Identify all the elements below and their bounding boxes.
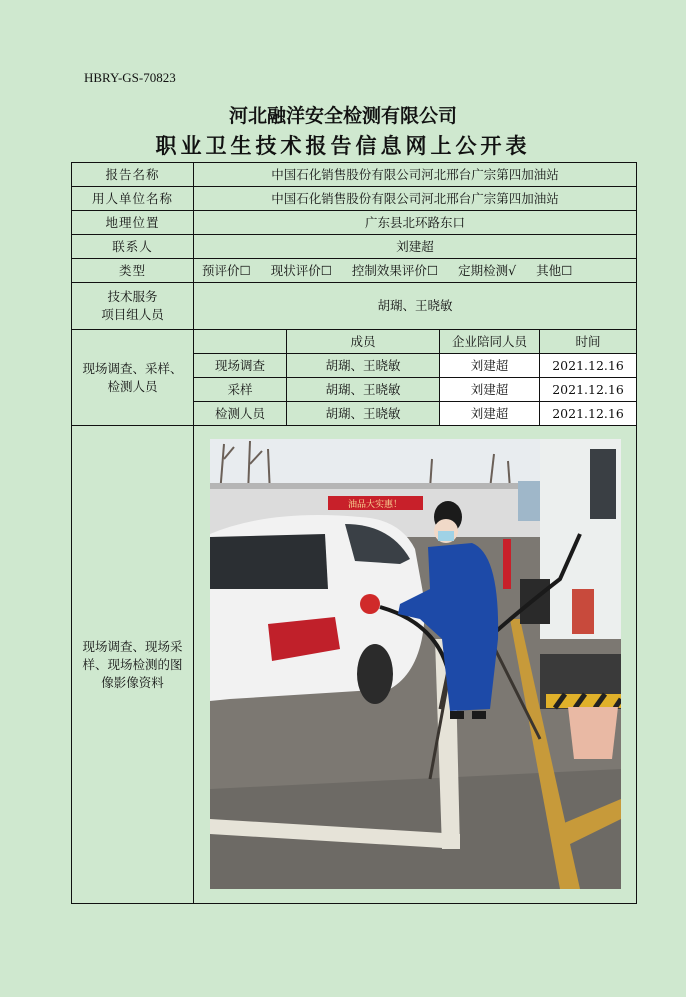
survey-escort: 刘建超 xyxy=(440,378,540,402)
bucket xyxy=(568,707,618,759)
survey-date: 2021.12.16 xyxy=(540,378,637,402)
report-name-label: 报告名称 xyxy=(72,163,194,187)
type-option-control-evaluation: 控制效果评价☐ xyxy=(351,262,439,278)
worker-shoe xyxy=(472,711,486,719)
survey-header-escort: 企业陪同人员 xyxy=(440,330,540,354)
safety-post xyxy=(503,539,511,589)
employer-row xyxy=(72,187,637,211)
team-value: 胡瑚、王晓敏 xyxy=(194,283,637,330)
images-cell xyxy=(194,426,637,904)
images-label-line2: 样、现场检测的图 xyxy=(82,656,183,672)
car-rear-window xyxy=(210,534,328,589)
images-row xyxy=(72,426,637,904)
location-label: 地理位置 xyxy=(72,211,194,235)
site-photo xyxy=(210,439,621,889)
worker-mask xyxy=(438,531,454,541)
info-table xyxy=(71,162,637,904)
type-option-status-evaluation: 现状评价☐ xyxy=(270,262,332,278)
survey-role: 现场调查 xyxy=(194,354,287,378)
survey-label xyxy=(72,330,194,426)
type-option-pre-evaluation: 预评价☐ xyxy=(202,262,251,278)
survey-header-row xyxy=(72,330,637,354)
page-title: 职业卫生技术报告信息网上公开表 xyxy=(155,133,531,158)
type-options xyxy=(194,259,637,283)
survey-header-members: 成员 xyxy=(287,330,440,354)
survey-date: 2021.12.16 xyxy=(540,354,637,378)
survey-role: 检测人员 xyxy=(194,402,287,426)
report-name-row xyxy=(72,163,637,187)
dispenser-panel xyxy=(572,589,594,634)
survey-label-line2: 检测人员 xyxy=(107,378,158,394)
island-step xyxy=(520,579,550,624)
survey-members: 胡瑚、王晓敏 xyxy=(287,402,440,426)
images-label xyxy=(72,426,194,904)
survey-header-blank xyxy=(194,330,287,354)
document-code: HBRY-GS-70823 xyxy=(84,70,176,85)
survey-members: 胡瑚、王晓敏 xyxy=(287,378,440,402)
wall-cap xyxy=(210,483,540,489)
images-label-line1: 现场调查、现场采 xyxy=(82,638,183,654)
team-row xyxy=(72,283,637,330)
contact-row xyxy=(72,235,637,259)
employer-value: 中国石化销售股份有限公司河北邢台广宗第四加油站 xyxy=(194,187,637,211)
team-label-line1: 技术服务 xyxy=(107,289,158,304)
dispenser-screen xyxy=(590,449,616,519)
worker-shoe xyxy=(450,711,464,719)
survey-date: 2021.12.16 xyxy=(540,402,637,426)
company-name: 河北融洋安全检测有限公司 xyxy=(228,105,457,127)
team-label xyxy=(72,283,194,330)
survey-escort: 刘建超 xyxy=(440,402,540,426)
images-label-line3: 像影像资料 xyxy=(101,674,164,690)
team-label-line2: 项目组人员 xyxy=(101,307,164,322)
report-name-value: 中国石化销售股份有限公司河北邢台广宗第四加油站 xyxy=(194,163,637,187)
location-row xyxy=(72,211,637,235)
survey-header-date: 时间 xyxy=(540,330,637,354)
survey-label-line1: 现场调查、采样、 xyxy=(82,360,183,376)
fuel-nozzle xyxy=(360,594,380,614)
type-option-periodic-detection: 定期检测√ xyxy=(458,262,517,278)
survey-members: 胡瑚、王晓敏 xyxy=(287,354,440,378)
location-value: 广东县北环路东口 xyxy=(194,211,637,235)
survey-escort: 刘建超 xyxy=(440,354,540,378)
type-option-other: 其他☐ xyxy=(536,262,573,278)
survey-role: 采样 xyxy=(194,378,287,402)
type-row xyxy=(72,259,637,283)
banner-text: 油品大实惠！ xyxy=(347,500,402,510)
contact-label: 联系人 xyxy=(72,235,194,259)
contact-value: 刘建超 xyxy=(194,235,637,259)
car-wheel xyxy=(357,644,393,704)
employer-label: 用人单位名称 xyxy=(72,187,194,211)
type-label: 类型 xyxy=(72,259,194,283)
